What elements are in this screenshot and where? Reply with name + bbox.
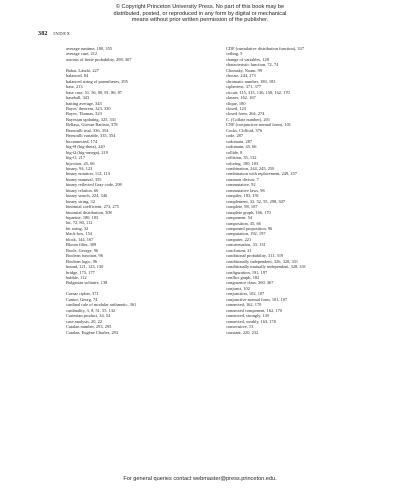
index-entry: axioms of finite probability, 298, 307 bbox=[66, 56, 132, 62]
copyright-line: distributed, posted, or reproduced in any form by digital or mechanical bbox=[113, 10, 287, 17]
running-title: INDEX bbox=[53, 31, 71, 36]
index-entry: change of variables, 128 bbox=[226, 56, 269, 62]
index-entry: bit, 72, 80, 112 bbox=[66, 220, 93, 226]
index-entry: ceiling, 5 bbox=[226, 51, 243, 57]
index-entry: binomial coefficient, 273, 275 bbox=[66, 204, 119, 210]
index-entry: compound proposition, 96 bbox=[226, 225, 273, 231]
index-entry: Bernoulli trial, 336, 354 bbox=[66, 127, 109, 133]
index-entry: binary numeral, 355 bbox=[66, 176, 102, 182]
index-entry: Bulgarian solitaire, 138 bbox=[66, 280, 108, 286]
index-entry: computation, 192, 197 bbox=[226, 231, 266, 237]
index-entry: Catalan number, 293, 295 bbox=[66, 324, 112, 330]
index-entry: binary string, 32 bbox=[66, 198, 95, 204]
index-entry: conflict graph, 182 bbox=[226, 275, 260, 281]
index-entry: complete graph, 166, 170 bbox=[226, 209, 271, 215]
index-entry: commutative laws, 96 bbox=[226, 187, 265, 193]
copyright-line: means without prior written permission of the publisher. bbox=[131, 17, 269, 24]
index-entry: collide, 8 bbox=[226, 149, 243, 155]
index-entry: conjunction, 102, 107 bbox=[226, 291, 265, 297]
index-entry: conclusion, 21 bbox=[226, 247, 252, 253]
index-entry: big-Θ (big-theta), 220 bbox=[66, 144, 105, 150]
index-column-right bbox=[226, 46, 376, 335]
index-entry: bound, 121, 123, 130 bbox=[66, 264, 104, 270]
index-entry: compiler, 183, 191 bbox=[226, 193, 259, 199]
index-entry: batting average, 343 bbox=[66, 100, 102, 106]
footer-contact: For general queries contact webmaster@press.princeton.edu. bbox=[123, 476, 277, 482]
index-entry: composition, 45, 66 bbox=[226, 220, 261, 226]
index-entry: constant, 220, 232 bbox=[226, 329, 259, 335]
index-entry: Bayes, Thomas, 323 bbox=[66, 111, 102, 117]
index-entry: Bellaso, Giovan Battista, 378 bbox=[66, 122, 118, 128]
index-entry: Boolean function, 96 bbox=[66, 253, 103, 259]
index-entry: average runtime, 180, 355 bbox=[66, 46, 112, 51]
copyright-notice bbox=[0, 4, 400, 24]
index-entry: Cantor, Georg, 74 bbox=[66, 296, 98, 302]
index-entry: codomain, 45, 66 bbox=[226, 144, 257, 150]
index-entry: base case, 51, 56, 80, 81, 86, 87 bbox=[66, 89, 122, 95]
index-entry: connected, 162, 170 bbox=[226, 302, 262, 308]
index-entry: big-O, 217 bbox=[66, 155, 86, 161]
index-entry: characteristic function, 72, 74 bbox=[226, 62, 279, 68]
index-entry: Boole, George, 96 bbox=[66, 247, 99, 253]
index-entry: codomain, 287 bbox=[226, 138, 253, 144]
index-entry: combination with replacement, 249, 257 bbox=[226, 171, 297, 177]
index-entry: choose, 244, 273 bbox=[226, 73, 256, 79]
index-column-left bbox=[66, 46, 216, 335]
index-entry: conditional probability, 311, 319 bbox=[226, 253, 284, 259]
index-entry: bridge, 173, 177 bbox=[66, 269, 95, 275]
index-entry: ciphertext, 371, 377 bbox=[226, 84, 262, 90]
index-entry: balanced, 84 bbox=[66, 73, 89, 79]
index-entry: collision, 35, 132 bbox=[226, 155, 257, 161]
index-entry: consecutive, 13 bbox=[226, 324, 254, 330]
index-entry: balanced string of parentheses, 295 bbox=[66, 78, 128, 84]
index-entry: Boolean logic, 96 bbox=[66, 258, 98, 264]
index-entry: binary notation, 112, 113 bbox=[66, 171, 110, 177]
index-entry: binary search, 224, 346 bbox=[66, 193, 108, 199]
index-entry: base, 213 bbox=[66, 84, 83, 90]
index-entry: configuration, 191, 197 bbox=[226, 269, 268, 275]
index-entry: Bernoulli variable, 335, 354 bbox=[66, 133, 116, 139]
index-entry: connected component, 162, 170 bbox=[226, 307, 282, 313]
index-entry: binary, 94, 123 bbox=[66, 165, 93, 171]
index-entry: baseball, 343 bbox=[66, 95, 90, 101]
index-entry: closed, 123 bbox=[226, 105, 246, 111]
index-entry: coloring, 180, 183 bbox=[226, 160, 259, 166]
index-entry: bubble, 112 bbox=[66, 275, 87, 281]
index-entry: black box, 154 bbox=[66, 231, 92, 237]
index-entry: code, 287 bbox=[226, 133, 244, 139]
index-entry: clique, 180 bbox=[226, 100, 246, 106]
index-entry: Babai, László, 227 bbox=[66, 67, 99, 73]
index-entry: component, 54 bbox=[226, 215, 253, 221]
running-header bbox=[38, 30, 71, 37]
index-entry: conjunctive normal form, 101, 107 bbox=[226, 296, 288, 302]
index-entry: block, 144, 167 bbox=[66, 236, 94, 242]
index-entry: closed form, 264, 274 bbox=[226, 111, 265, 117]
index-entry: conjunct, 102 bbox=[226, 285, 250, 291]
index-entry: chromatic number, 180, 183 bbox=[226, 78, 276, 84]
index-entry: Bayes' theorem, 323, 330 bbox=[66, 105, 111, 111]
index-entry: bit string, 32 bbox=[66, 225, 89, 231]
index-entry: conditionally mutually independent, 328, 331 bbox=[226, 264, 306, 270]
index-entry: case analysis, 20, 22 bbox=[66, 318, 102, 324]
index-entry: CNF (conjunctive normal form), 101 bbox=[226, 122, 291, 128]
index-entry: classes, 162, 167 bbox=[226, 95, 256, 101]
index-entry: Bayesian updating, 325, 331 bbox=[66, 116, 117, 122]
index-entry: Cartesian product, 34, 54 bbox=[66, 313, 111, 319]
index-entry: Catalan, Eugène Charles, 293 bbox=[66, 329, 119, 335]
index-entry: complement, 32, 52, 55, 298, 307 bbox=[226, 198, 286, 204]
page-number: 382 bbox=[38, 30, 48, 37]
index-entry: complete, 98, 107 bbox=[226, 204, 258, 210]
index-entry: concatenation, 33, 131 bbox=[226, 242, 266, 248]
index-entry: cardinality, 3, 8, 51, 55, 132 bbox=[66, 307, 116, 313]
index-entry: connected, weakly, 163, 170 bbox=[226, 318, 276, 324]
index-entry: bijection, 45, 66 bbox=[66, 160, 95, 166]
index-entry: CDF (cumulative distribution function), 337 bbox=[226, 46, 304, 51]
index-entry: bipartite, 180, 183 bbox=[66, 215, 99, 221]
index-entry: commutative, 92 bbox=[226, 182, 256, 188]
index-entry: big-Ω (big-omega), 219 bbox=[66, 149, 108, 155]
index-entry: computer, 221 bbox=[226, 236, 252, 242]
index-entry: average case, 212 bbox=[66, 51, 98, 57]
index-entry: C. (Collatz number), 201 bbox=[226, 116, 271, 122]
index-entry: Cocks, Clifford, 376 bbox=[226, 127, 263, 133]
index-entry: common divisor, 7 bbox=[226, 176, 259, 182]
index-entry: binary reflected Gray code, 298 bbox=[66, 182, 122, 188]
index-entry: combination, 244, 245, 250 bbox=[226, 165, 275, 171]
index-entry: binomial distribution, 308 bbox=[66, 209, 112, 215]
index-entry: congruence class, 360, 367 bbox=[226, 280, 274, 286]
index-entry: Chomsky, Noam, 99 bbox=[226, 67, 263, 73]
index-entry: binary relation, 66 bbox=[66, 187, 99, 193]
index-entry: bicomnected, 174 bbox=[66, 138, 98, 144]
index-entry: cardinal rule of modular arithmetic, 361 bbox=[66, 302, 137, 308]
index-entry: circuit, 115, 315, 136, 158, 162, 170 bbox=[226, 89, 290, 95]
index-entry: connected, strongly, 139 bbox=[226, 313, 269, 319]
index-entry: conditionally independent, 326, 328, 331 bbox=[226, 258, 299, 264]
index-entry: Caesar cipher, 371 bbox=[66, 291, 99, 297]
copyright-line: © Copyright Princeton University Press. No part of this book may be bbox=[115, 4, 285, 10]
index-entry: Bloom filter, 309 bbox=[66, 242, 97, 248]
